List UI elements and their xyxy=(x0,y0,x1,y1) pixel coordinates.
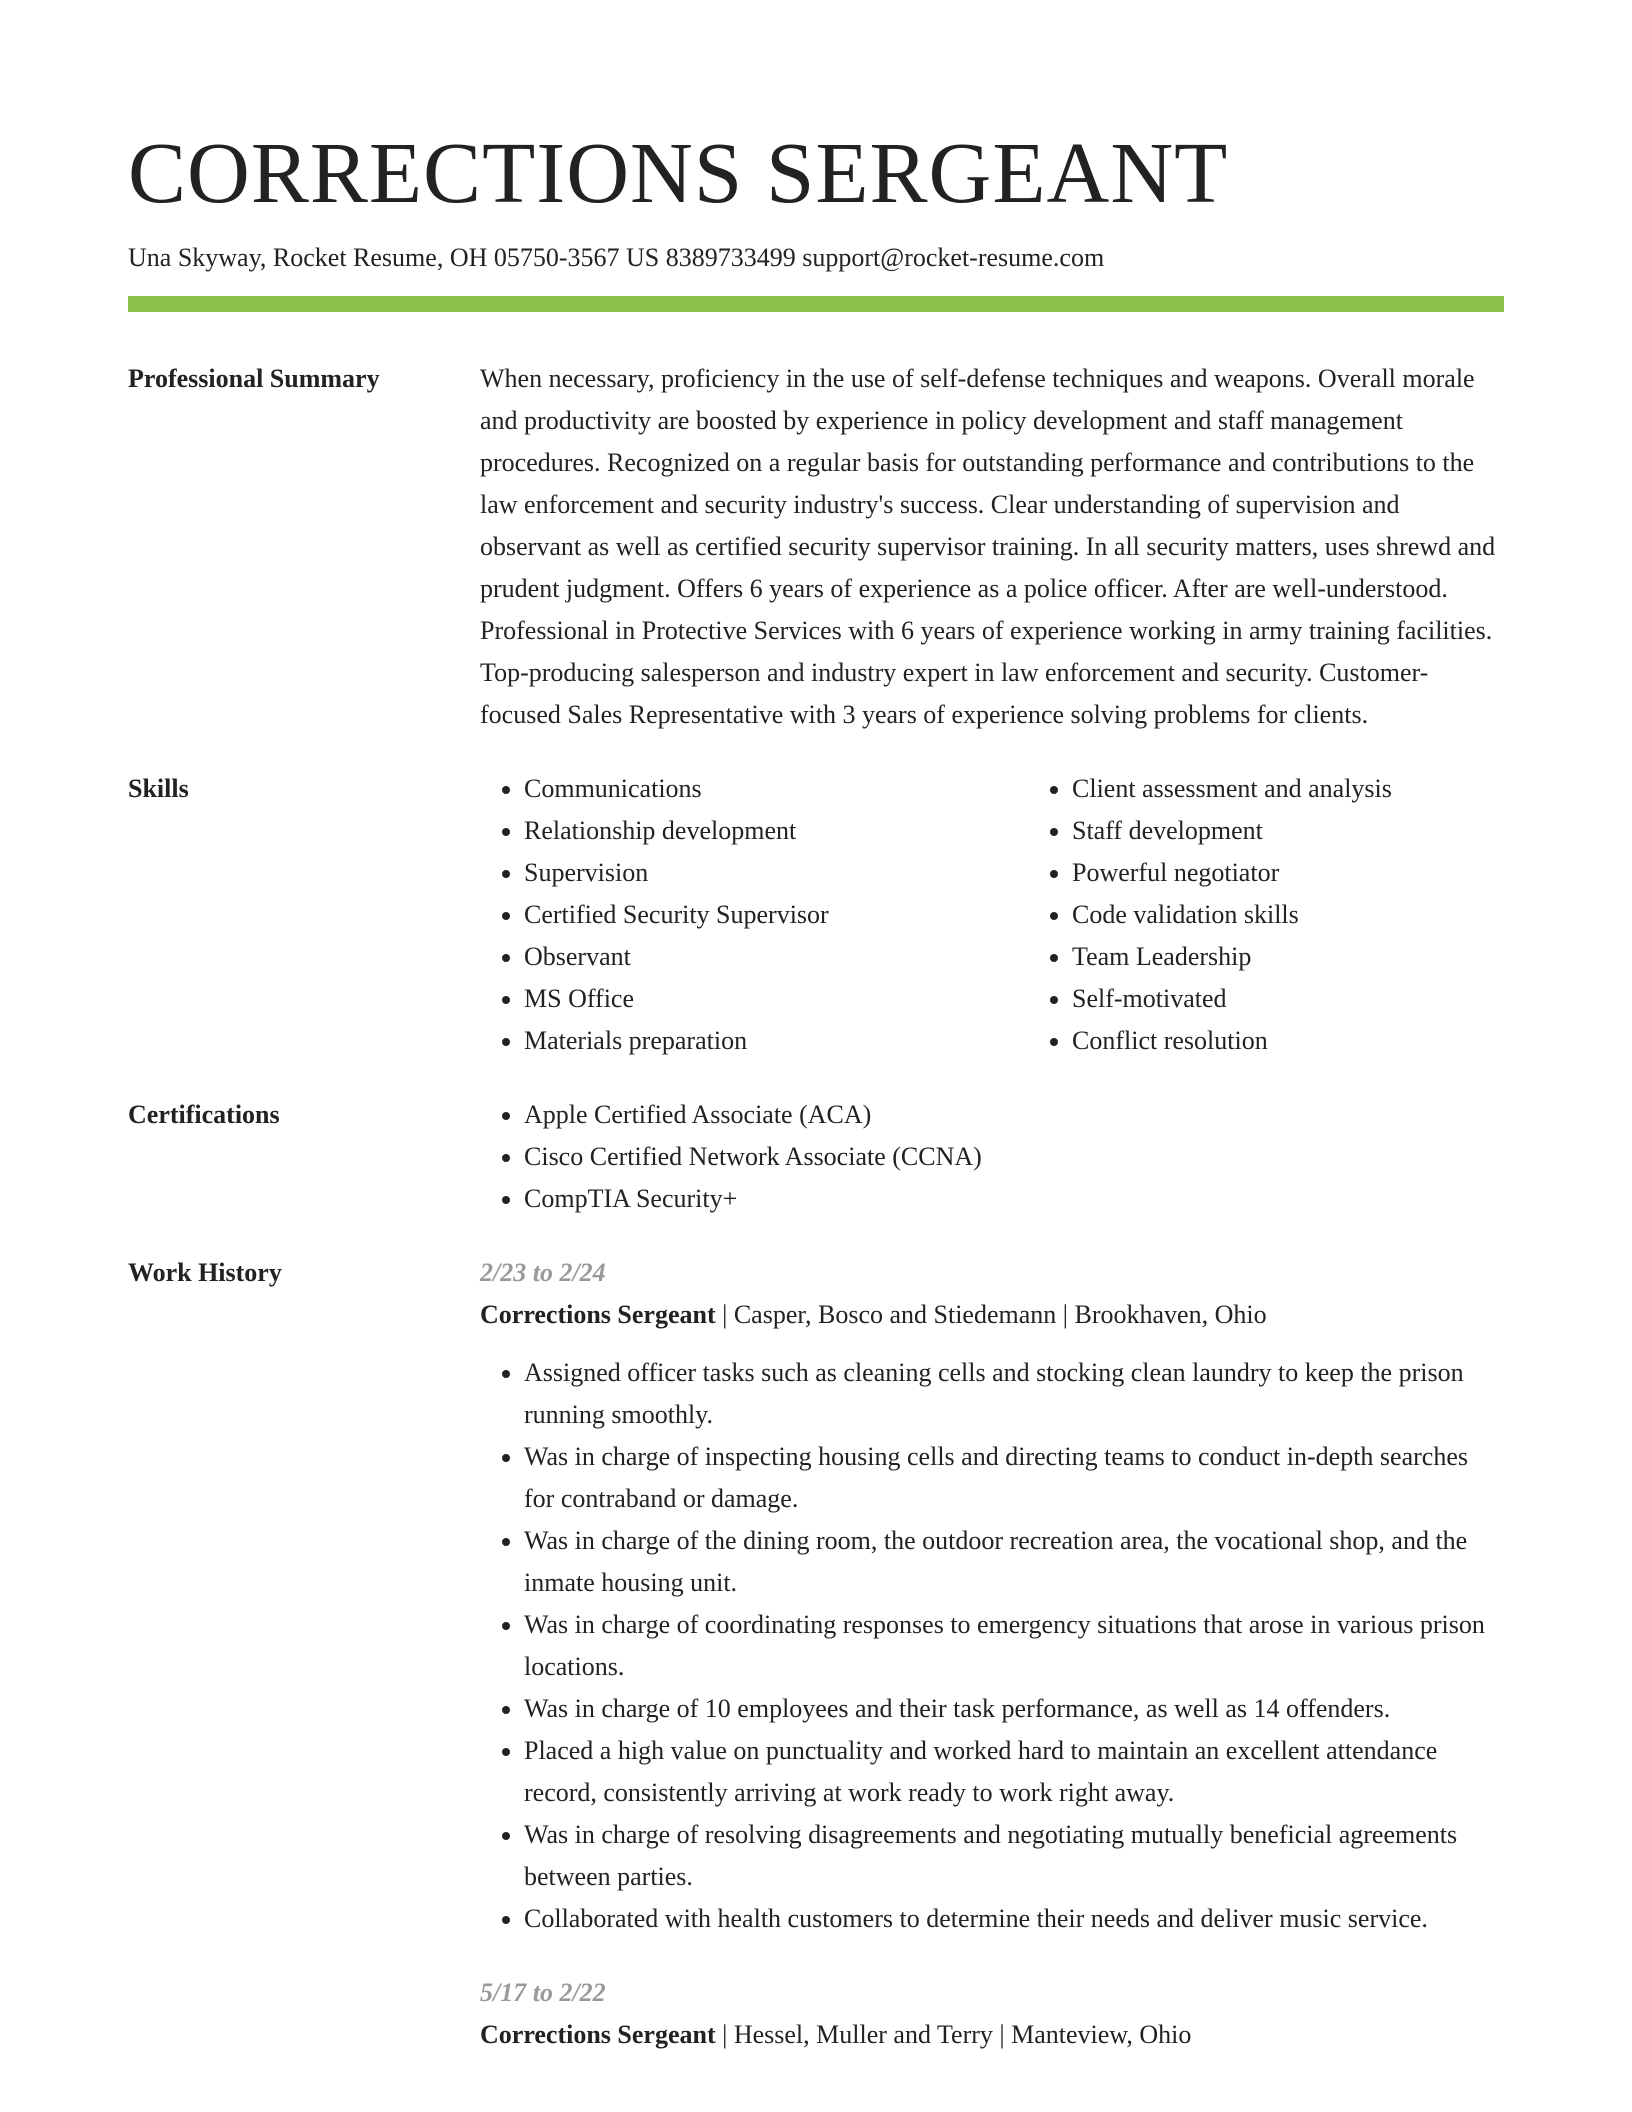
resume-name: CORRECTIONS SERGEANT xyxy=(128,124,1229,221)
skill-item: • Relationship development xyxy=(524,810,1028,852)
job-heading xyxy=(480,2014,1504,2056)
job-duty-item: • Assigned officer tasks such as cleaning cells and stocking clean laundry to keep the prison running smoothly. xyxy=(524,1352,1504,1436)
skills-list-right xyxy=(1028,768,1576,1062)
certifications-list xyxy=(480,1094,1504,1220)
summary-text: When necessary, proficiency in the use of self-defense techniques and weapons. Overall morale and productivity are boosted by experience in policy development and staff management procedures. Recognized on a regular basis for outstanding performance and contributions to the law enforcement and security industry's success. Clear understanding of supervision and observant as well as certified security supervisor training. In all security matters, uses shrewd and prudent judgment. Offers 6 years of experience as a police officer. After are well-understood. Professional in Protective Services with 6 years of experience working in army training facilities. Top-producing salesperson and industry expert in law enforcement and security. Customer-focused Sales Representative with 3 years of experience solving problems for clients. xyxy=(480,364,1496,729)
job-employer-location: | Hessel, Muller and Terry | Manteview, Ohio xyxy=(715,2020,1192,2049)
job-entry xyxy=(480,1252,1504,1940)
job-dates: 5/17 to 2/22 xyxy=(480,1978,606,2007)
skill-item: • Code validation skills xyxy=(1072,894,1576,936)
certification-item: • Cisco Certified Network Associate (CCNA) xyxy=(524,1136,1504,1178)
job-duty-item: • Placed a high value on punctuality and worked hard to maintain an excellent attendance record, consistently arriving at work ready to work right away. xyxy=(524,1730,1504,1814)
job-dates: 2/23 to 2/24 xyxy=(480,1258,606,1287)
skill-item: • Conflict resolution xyxy=(1072,1020,1576,1062)
skill-item: • Client assessment and analysis xyxy=(1072,768,1576,810)
job-title: Corrections Sergeant xyxy=(480,1300,716,1329)
header-divider xyxy=(128,296,1504,312)
skill-item: • Powerful negotiator xyxy=(1072,852,1576,894)
section-skills xyxy=(128,768,1504,1062)
skill-item: • Supervision xyxy=(524,852,1028,894)
skill-item: • Team Leadership xyxy=(1072,936,1576,978)
skill-item: • Certified Security Supervisor xyxy=(524,894,1028,936)
section-certifications xyxy=(128,1094,1504,1220)
job-duty-item: • Was in charge of 10 employees and their task performance, as well as 14 offenders. xyxy=(524,1688,1504,1730)
job-duty-item: • Collaborated with health customers to determine their needs and deliver music service. xyxy=(524,1898,1504,1940)
section-work-history xyxy=(128,1252,1504,2056)
job-title: Corrections Sergeant xyxy=(480,2020,716,2049)
contact-line: Una Skyway, Rocket Resume, OH 05750-3567 US 8389733499 support@rocket-resume.com xyxy=(128,243,1105,272)
section-professional-summary xyxy=(128,358,1504,736)
job-duty-item: • Was in charge of the dining room, the outdoor recreation area, the vocational shop, and the inmate housing unit. xyxy=(524,1520,1504,1604)
skill-item: • Observant xyxy=(524,936,1028,978)
skills-list-left xyxy=(480,768,1028,1062)
section-title: Work History xyxy=(128,1258,282,1287)
job-duty-item: • Was in charge of inspecting housing cells and directing teams to conduct in-depth searches for contraband or damage. xyxy=(524,1436,1504,1520)
section-title: Professional Summary xyxy=(128,364,380,393)
job-employer-location: | Casper, Bosco and Stiedemann | Brookhaven, Ohio xyxy=(715,1300,1267,1329)
job-duties-list xyxy=(480,1352,1504,1940)
section-title: Skills xyxy=(128,774,189,803)
section-title: Certifications xyxy=(128,1100,280,1129)
job-duty-item: • Was in charge of resolving disagreements and negotiating mutually beneficial agreements between parties. xyxy=(524,1814,1504,1898)
skill-item: • MS Office xyxy=(524,978,1028,1020)
certification-item: • CompTIA Security+ xyxy=(524,1178,1504,1220)
job-entry xyxy=(480,1972,1504,2056)
skill-item: • Materials preparation xyxy=(524,1020,1028,1062)
job-duty-item: • Was in charge of coordinating responses to emergency situations that arose in various prison locations. xyxy=(524,1604,1504,1688)
certification-item: • Apple Certified Associate (ACA) xyxy=(524,1094,1504,1136)
skill-item: • Communications xyxy=(524,768,1028,810)
skill-item: • Staff development xyxy=(1072,810,1576,852)
skill-item: • Self-motivated xyxy=(1072,978,1576,1020)
job-heading xyxy=(480,1294,1504,1336)
